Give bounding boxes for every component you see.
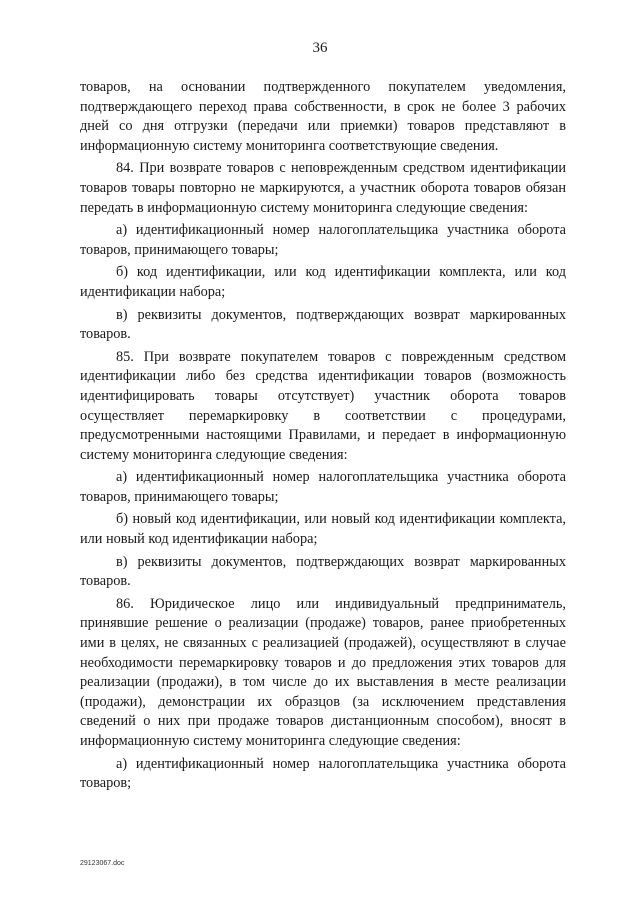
list-item-84-b: б) код идентификации, или код идентификации комплекта, или код идентификации набора; bbox=[80, 264, 566, 300]
paragraph-86: 86. Юридическое лицо или индивидуальный предприниматель, принявшие решение о реализации (продаже) товаров, ранее приобретенных ими в целях, не связанных с реализацией (продажей), осуществляют в случае необходимости перемаркировку товаров и до предложения этих товаров для реализации (продажи), в том числе до их выставления в месте реализации (продажи), демонстрации их образцов (за исключением представления сведений о них при продаже товаров дистанционным способом), вносят в информационную систему мониторинга следующие сведения: bbox=[80, 595, 566, 749]
footer-file-code: 29123067.doc bbox=[80, 860, 125, 867]
document-body bbox=[80, 78, 566, 797]
list-item-85-a: а) идентификационный номер налогоплательщика участника оборота товаров, принимающего товары; bbox=[80, 469, 566, 505]
list-item-85-b: б) новый код идентификации, или новый код идентификации комплекта, или новый код идентификации набора; bbox=[80, 511, 566, 548]
list-item-86-a: а) идентификационный номер налогоплательщика участника оборота товаров; bbox=[80, 755, 566, 792]
paragraph-continuation: товаров, на основании подтвержденного покупателем уведомления, подтверждающего переход права собственности, в срок не более 3 рабочих дней со дня отгрузки (передачи или приемки) товаров представляют в информационную систему мониторинга соответствующие сведения. bbox=[80, 79, 566, 154]
paragraph-85: 85. При возврате покупателем товаров с поврежденным средством идентификации либо без средства идентификации товаров (возможность идентифицировать товары отсутствует) участник оборота товаров осуществляет перемаркировку в соответствии с процедурами, предусмотренными настоящими Правилами, и передает в информационную систему мониторинга следующие сведения: bbox=[80, 348, 566, 463]
list-item-85-c: в) реквизиты документов, подтверждающих возврат маркированных товаров. bbox=[80, 553, 566, 590]
paragraph-84: 84. При возврате товаров с неповрежденным средством идентификации товаров товары повторно не маркируются, а участник оборота товаров обязан передать в информационную систему мониторинга следующие сведения: bbox=[80, 160, 566, 216]
page-number: 36 bbox=[312, 40, 328, 56]
list-item-84-a: а) идентификационный номер налогоплательщика участника оборота товаров, принимающего товары; bbox=[80, 222, 566, 258]
list-item-84-c: в) реквизиты документов, подтверждающих возврат маркированных товаров. bbox=[80, 306, 566, 343]
